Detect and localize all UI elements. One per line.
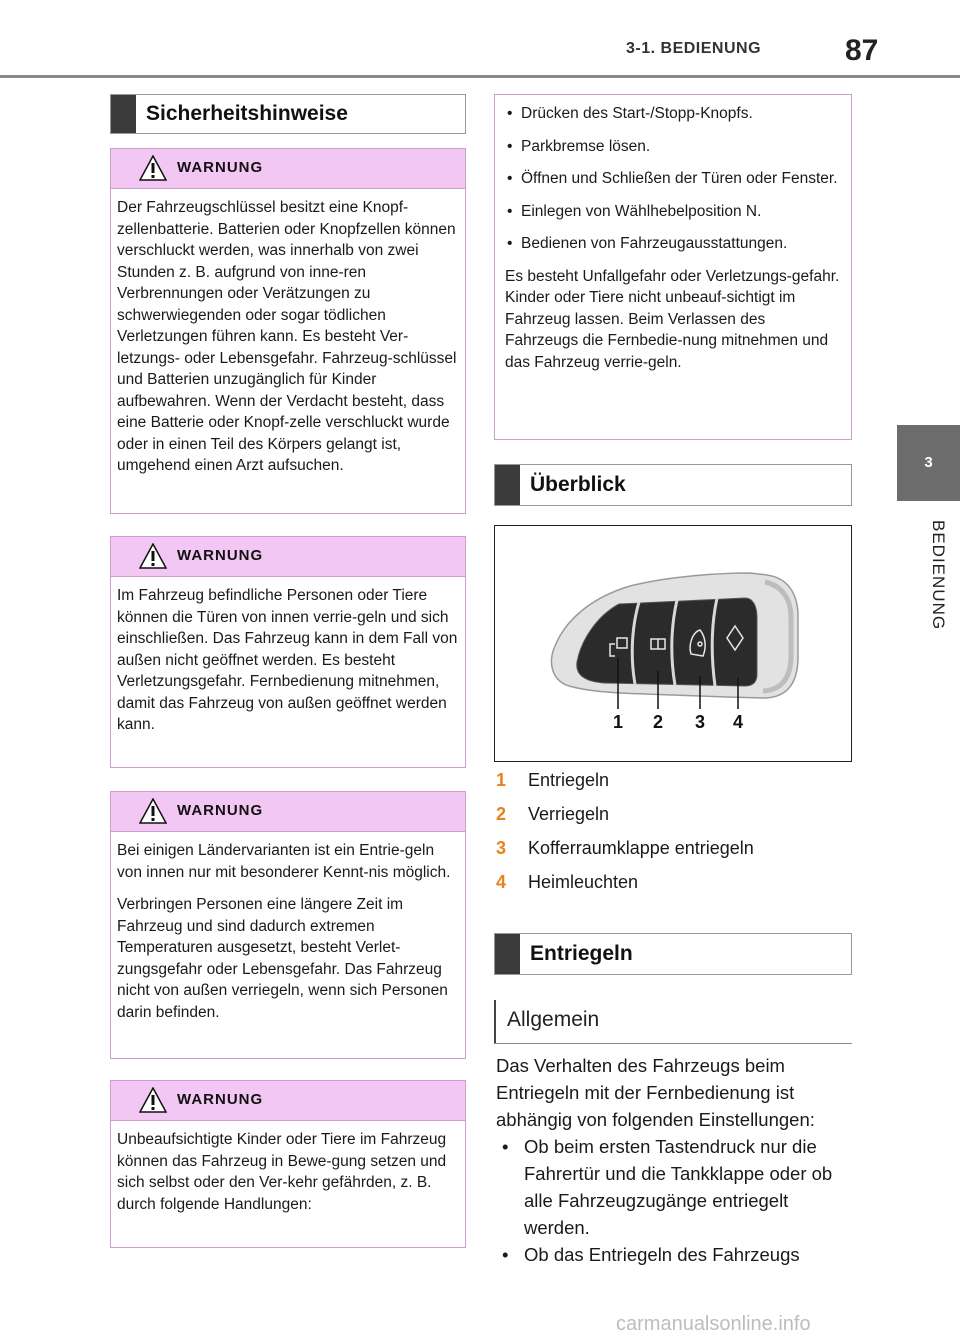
heading-text: Entriegeln	[530, 942, 633, 965]
legend-label: Entriegeln	[528, 770, 610, 790]
callout-number: 2	[652, 712, 664, 732]
list-item: • Bedienen von Fahrzeugausstattungen.	[495, 233, 851, 255]
warning-label: WARNUNG	[177, 1091, 264, 1108]
legend-label: Heimleuchten	[528, 872, 639, 892]
legend-item	[496, 872, 852, 906]
warning-box	[110, 148, 466, 514]
legend-item	[496, 770, 852, 804]
warning-header	[111, 537, 465, 577]
warning-continuation-box	[494, 94, 852, 440]
intro-paragraph: Das Verhalten des Fahrzeugs beim Entriegeln mit der Fernbedienung ist abhängig von folgenden Einstellungen:	[496, 1055, 815, 1130]
section-heading-safety	[110, 94, 466, 134]
section-heading-overview	[494, 464, 852, 506]
legend-item	[496, 804, 852, 838]
key-fob-drawing	[495, 526, 851, 761]
running-header-section: 3-1. BEDIENUNG	[626, 40, 762, 57]
chapter-label: BEDIENUNG	[929, 520, 948, 631]
bullet-list	[496, 1133, 852, 1268]
warning-label: WARNUNG	[177, 547, 264, 564]
warning-text: Unbeaufsichtigte Kinder oder Tiere im Fahrzeug können das Fahrzeug in Bewe-gung setzen und sich selbst oder den Ver-kehr gefährden, z. B. durch folgende Handlungen:	[117, 1131, 447, 1213]
key-fob-illustration	[494, 525, 852, 762]
warning-header	[111, 149, 465, 189]
list-item: • Einlegen von Wählhebelposition N.	[495, 201, 851, 223]
warning-text: Verbringen Personen eine längere Zeit im Fahrzeug und sind dadurch extremen Temperaturen ausgesetzt, besteht Verlet-zungsgefahr oder Lebensgefahr. Das Fahrzeug nicht von außen verriegeln, wenn sich Personen darin befinden.	[117, 896, 448, 1021]
warning-box	[110, 791, 466, 1059]
warning-box	[110, 536, 466, 768]
page-number: 87	[845, 34, 879, 67]
warning-triangle-icon	[139, 1087, 167, 1113]
legend-number: 4	[496, 872, 507, 892]
subheading-block	[494, 1000, 852, 1044]
warning-box	[110, 1080, 466, 1248]
warning-triangle-icon	[139, 543, 167, 569]
heading-bar	[111, 95, 136, 133]
subheading-text: Allgemein	[507, 1008, 600, 1031]
heading-bar	[495, 934, 520, 974]
key-legend	[496, 770, 852, 906]
warning-text: Im Fahrzeug befindliche Personen oder Tiere können die Türen von innen verrie-geln und sich einschließen. Das Fahrzeug kann in dem Fall von außen nicht geöffnet werden. Es besteht Verletzungsgefahr. Fernbedienung mitnehmen, damit das Fahrzeug von außen geöffnet werden kann.	[117, 587, 458, 733]
legend-label: Kofferraumklappe entriegeln	[528, 838, 754, 858]
warning-triangle-icon	[139, 798, 167, 824]
legend-item	[496, 838, 852, 872]
warning-text: Bei einigen Ländervarianten ist ein Entrie-geln von innen nur mit besonderer Kennt-nis möglich.	[117, 842, 451, 881]
legend-number: 2	[496, 804, 507, 824]
heading-text: Sicherheitshinweise	[146, 102, 348, 125]
list-item: • Öffnen und Schließen der Türen oder Fenster.	[495, 168, 851, 190]
subheading-rule	[494, 1000, 496, 1044]
continued-bullet-list	[495, 103, 851, 255]
legend-label: Verriegeln	[528, 804, 610, 824]
warning-text: Es besteht Unfallgefahr oder Verletzungs-gefahr. Kinder oder Tiere nicht unbeauf-sichtigt im Fahrzeug lassen. Beim Verlassen des Fahrzeugs die Fernbedie-nung mitnehmen und das Fahrzeug verrie-geln.	[505, 267, 840, 371]
callout-number: 3	[694, 712, 706, 732]
warning-text: Der Fahrzeugschlüssel besitzt eine Knopf-zellenbatterie. Batterien oder Knopfzellen können verschluckt werden, was innerhalb von zwei Stunden z. B. aufgrund von inne-ren Verbrennungen oder Verätzungen zu schwerwiegenden oder sogar tödlichen Verletzungen führen kann. Es besteht Ver-letzungs- oder Lebensgefahr. Fahrzeug-schlüssel und Batterien unzugänglich für Kinder aufbewahren. Wenn der Verdacht besteht, dass eine Batterie oder Knopf-zelle verschluckt wurde oder in einen Teil des Körpers gelangt ist, umgehend einen Arzt aufsuchen.	[117, 199, 457, 474]
subheading-underline	[494, 1043, 852, 1044]
chapter-tab: 3	[897, 425, 960, 501]
warning-header	[111, 1081, 465, 1121]
list-item: • Ob beim ersten Tastendruck nur die Fahrertür und die Tankklappe oder ob alle Fahrzeugzugänge entriegelt werden.	[496, 1133, 852, 1241]
warning-label: WARNUNG	[177, 159, 264, 176]
list-item: • Drücken des Start-/Stopp-Knopfs.	[495, 103, 851, 125]
legend-number: 3	[496, 838, 507, 858]
warning-header	[111, 792, 465, 832]
list-item: • Parkbremse lösen.	[495, 136, 851, 158]
heading-bar	[495, 465, 520, 505]
warning-triangle-icon	[139, 155, 167, 181]
list-item: • Ob das Entriegeln des Fahrzeugs	[496, 1241, 852, 1268]
watermark: carmanualsonline.info	[616, 1313, 811, 1335]
body-text	[496, 1052, 852, 1268]
warning-label: WARNUNG	[177, 802, 264, 819]
section-heading-unlock	[494, 933, 852, 975]
legend-number: 1	[496, 770, 507, 790]
header-rule	[0, 75, 960, 78]
heading-text: Überblick	[530, 473, 626, 496]
callout-number: 1	[612, 712, 624, 732]
callout-number: 4	[732, 712, 744, 732]
